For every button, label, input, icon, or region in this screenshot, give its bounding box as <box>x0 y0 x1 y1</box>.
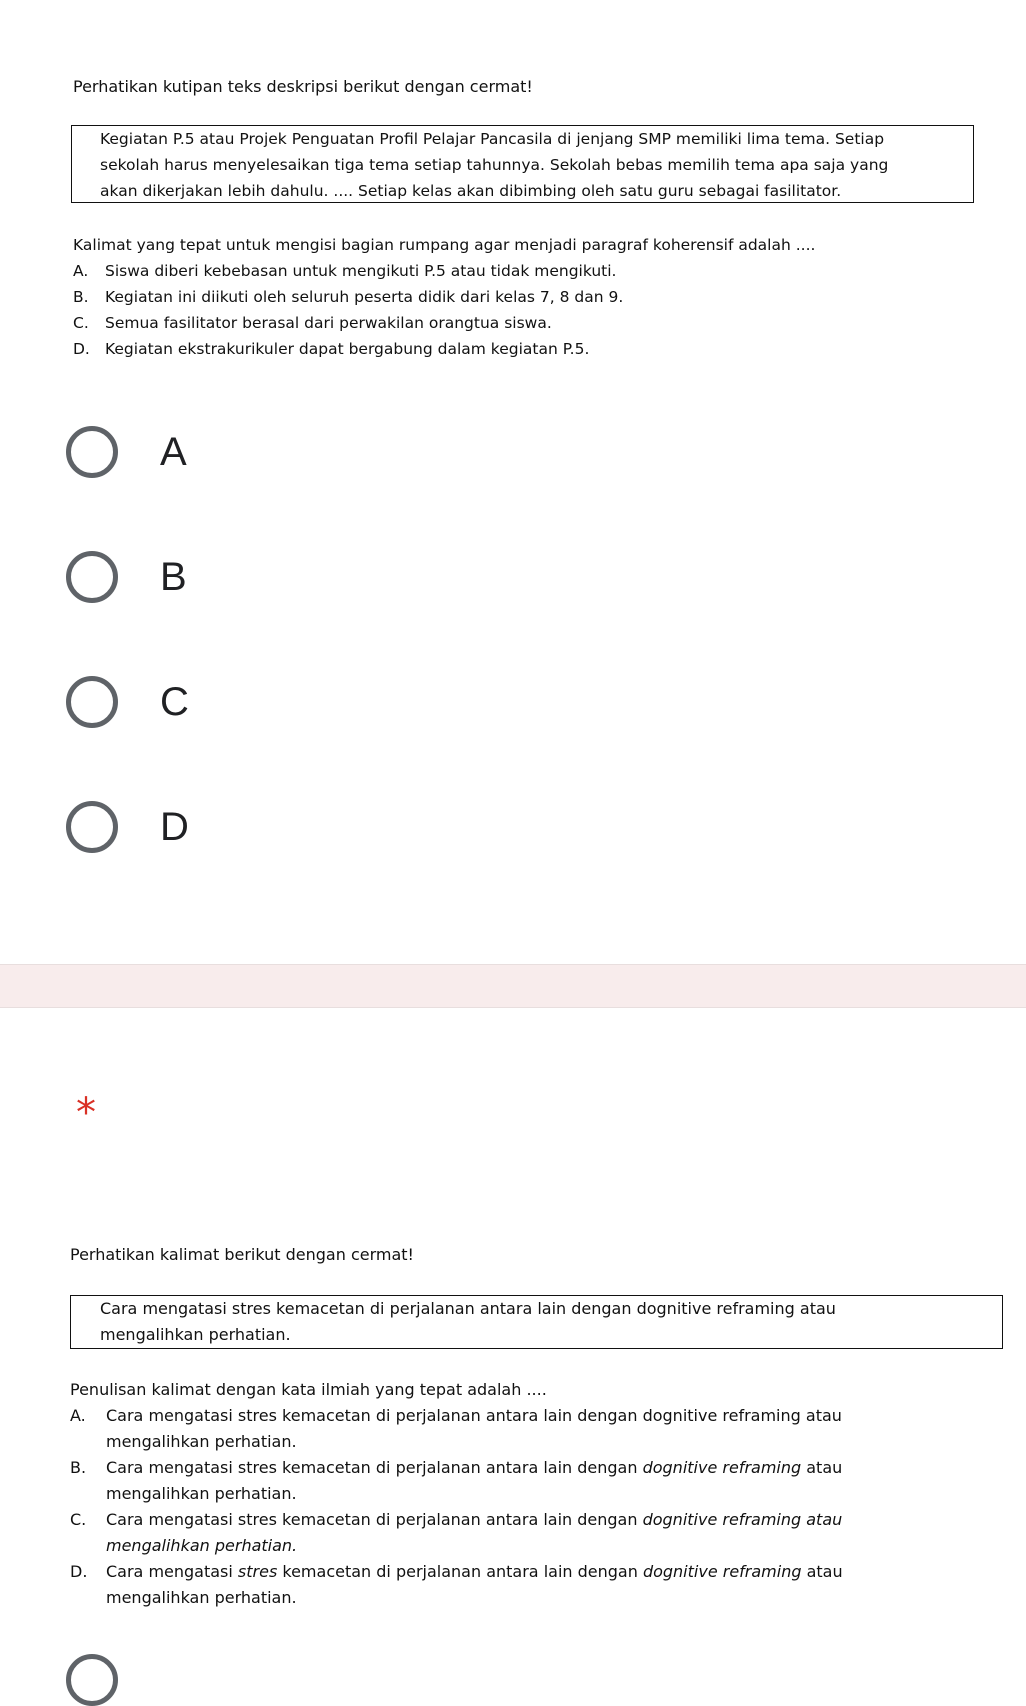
option-key: B. <box>73 288 89 306</box>
option-text: Kegiatan ekstrakurikuler dapat bergabung dalam kegiatan P.5. <box>105 340 590 358</box>
question1-option-c <box>73 310 552 336</box>
question1-passage-box <box>71 125 974 203</box>
option-text: Siswa diberi kebebasan untuk mengikuti P.5 atau tidak mengikuti. <box>105 262 617 280</box>
option-text: Cara mengatasi stres kemacetan di perjalanan antara lain dengan dognitive reframing atau <box>106 1562 843 1581</box>
radio-circle-icon[interactable] <box>66 1654 118 1706</box>
question2-passage-box <box>70 1295 1003 1349</box>
option-key: A. <box>70 1406 86 1425</box>
option-key: D. <box>70 1562 88 1581</box>
question1-instruction: Perhatikan kutipan teks deskripsi berikut dengan cermat! <box>73 77 533 96</box>
choice-label[interactable]: A <box>160 429 187 474</box>
radio-circle-icon[interactable] <box>66 426 118 478</box>
radio-circle-icon[interactable] <box>66 676 118 728</box>
option-text: Kegiatan ini diikuti oleh seluruh peserta didik dari kelas 7, 8 dan 9. <box>105 288 624 306</box>
option-text: mengalihkan perhatian. <box>106 1484 297 1503</box>
radio-circle-icon[interactable] <box>66 551 118 603</box>
passage-line: mengalihkan perhatian. <box>100 1325 291 1344</box>
option-text: mengalihkan perhatian. <box>106 1588 297 1607</box>
choice-label[interactable]: C <box>160 679 189 724</box>
required-asterisk: * <box>76 1090 96 1136</box>
choice-label[interactable]: B <box>160 554 187 599</box>
question1-option-a <box>73 258 616 284</box>
option-key: C. <box>73 314 89 332</box>
option-key: B. <box>70 1458 87 1477</box>
question1-prompt: Kalimat yang tepat untuk mengisi bagian rumpang agar menjadi paragraf koherensif adalah .... <box>73 236 816 254</box>
option-text: Cara mengatasi stres kemacetan di perjalanan antara lain dengan dognitive reframing atau <box>106 1458 843 1477</box>
question2-instruction: Perhatikan kalimat berikut dengan cermat! <box>70 1245 414 1264</box>
passage-line: Cara mengatasi stres kemacetan di perjalanan antara lain dengan dognitive reframing atau <box>100 1299 836 1318</box>
section-separator <box>0 964 1026 1008</box>
choice-c-radio[interactable] <box>66 670 189 734</box>
passage-line: sekolah harus menyelesaikan tiga tema setiap tahunnya. Sekolah bebas memilih tema apa saja yang <box>100 156 889 174</box>
option-text: Cara mengatasi stres kemacetan di perjalanan antara lain dengan dognitive reframing atau <box>106 1406 842 1425</box>
choice-d-radio[interactable] <box>66 795 189 859</box>
passage-line: Kegiatan P.5 atau Projek Penguatan Profil Pelajar Pancasila di jenjang SMP memiliki lima tema. Setiap <box>100 130 885 148</box>
radio-circle-icon[interactable] <box>66 801 118 853</box>
question2-prompt: Penulisan kalimat dengan kata ilmiah yang tepat adalah .... <box>70 1380 547 1399</box>
option-key: D. <box>73 340 90 358</box>
option-text: Semua fasilitator berasal dari perwakilan orangtua siswa. <box>105 314 552 332</box>
option-key: A. <box>73 262 89 280</box>
choice-b-radio[interactable] <box>66 545 187 609</box>
passage-line: akan dikerjakan lebih dahulu. .... Setiap kelas akan dibimbing oleh satu guru sebagai fasilitator. <box>100 182 842 200</box>
question1-option-d <box>73 336 589 362</box>
choice-a-radio[interactable] <box>66 420 187 484</box>
option-text: Cara mengatasi stres kemacetan di perjalanan antara lain dengan dognitive reframing atau <box>106 1510 843 1529</box>
option-text: mengalihkan perhatian. <box>106 1536 298 1555</box>
question1-option-b <box>73 284 623 310</box>
option-key: C. <box>70 1510 87 1529</box>
option-text: mengalihkan perhatian. <box>106 1432 297 1451</box>
choice-label[interactable]: D <box>160 804 189 849</box>
